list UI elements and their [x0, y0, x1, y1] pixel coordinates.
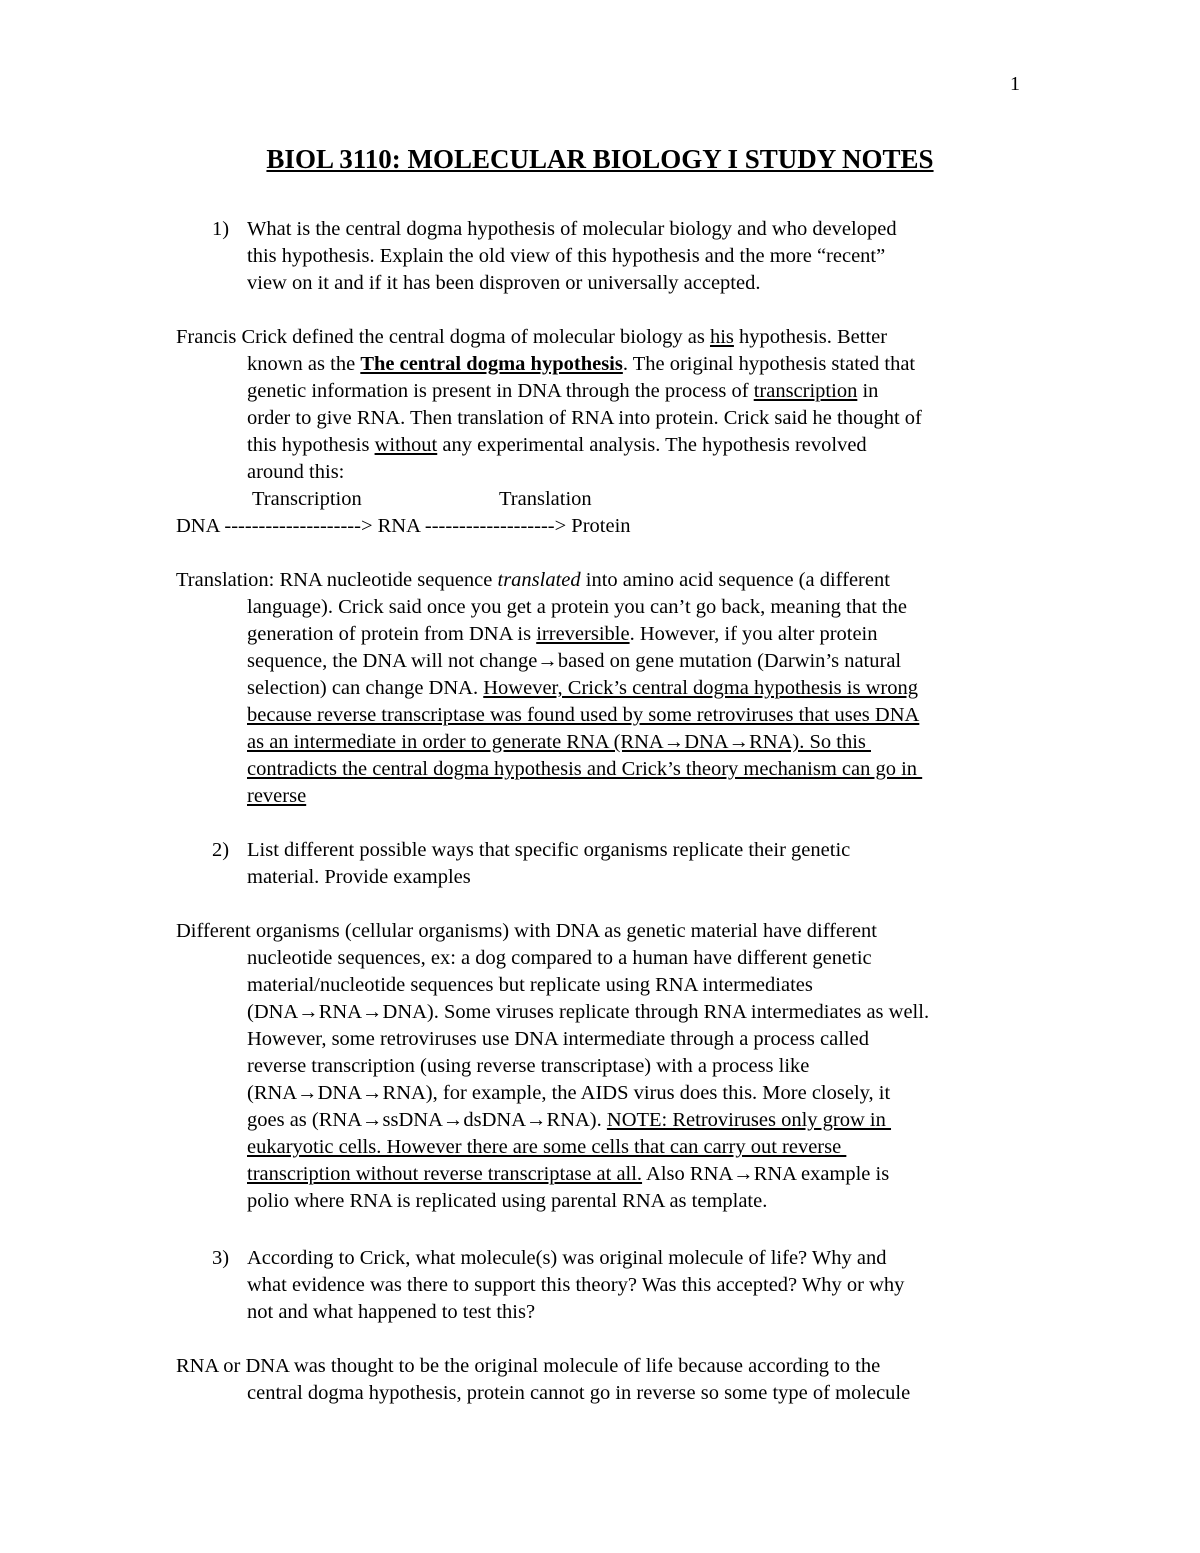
answer-2-line-4: (DNA→RNA→DNA). Some viruses replicate through RNA intermediates as well.: [247, 1001, 930, 1023]
translation-line-1: Translation: RNA nucleotide sequence translated into amino acid sequence (a different: [176, 569, 890, 591]
page-number: 1: [1010, 73, 1020, 95]
translation-line-3: generation of protein from DNA is irreversible. However, if you alter protein: [247, 623, 878, 645]
answer-3-line-1: RNA or DNA was thought to be the original molecule of life because according to the: [176, 1355, 881, 1377]
translation-line-4: sequence, the DNA will not change→based on gene mutation (Darwin’s natural: [247, 650, 902, 672]
answer-2-line-1: Different organisms (cellular organisms) with DNA as genetic material have different: [176, 920, 877, 942]
answer-2-line-5: However, some retroviruses use DNA intermediate through a process called: [247, 1028, 869, 1050]
question-3-number: 3): [212, 1247, 230, 1269]
translation-line-6: because reverse transcriptase was found used by some retroviruses that uses DNA: [247, 704, 920, 726]
answer-1-line-3: genetic information is present in DNA through the process of transcription in: [247, 380, 879, 402]
question-3-line-2: what evidence was there to support this theory? Was this accepted? Why or why: [247, 1274, 905, 1296]
translation-line-9: reverse: [247, 785, 307, 807]
answer-2-line-10: transcription without reverse transcriptase at all. Also RNA→RNA example is: [247, 1163, 890, 1185]
translation-line-2: language). Crick said once you get a protein you can’t go back, meaning that the: [247, 596, 907, 618]
answer-2-line-11: polio where RNA is replicated using parental RNA as template.: [247, 1190, 768, 1212]
label-transcription: Transcription: [252, 488, 362, 510]
answer-2-line-8: goes as (RNA→ssDNA→dsDNA→RNA). NOTE: Retroviruses only grow in: [247, 1109, 892, 1131]
question-2-line-2: material. Provide examples: [247, 866, 471, 888]
translation-line-5: selection) can change DNA. However, Crick’s central dogma hypothesis is wrong: [247, 677, 918, 699]
question-3-line-1: According to Crick, what molecule(s) was original molecule of life? Why and: [247, 1247, 887, 1269]
answer-2-line-9: eukaryotic cells. However there are some cells that can carry out reverse: [247, 1136, 847, 1158]
question-1-line-2: this hypothesis. Explain the old view of this hypothesis and the more “recent”: [247, 245, 886, 267]
question-2-number: 2): [212, 839, 230, 861]
answer-2-line-6: reverse transcription (using reverse transcriptase) with a process like: [247, 1055, 810, 1077]
answer-1-line-6: around this:: [247, 461, 345, 483]
answer-1-line-5: this hypothesis without any experimental analysis. The hypothesis revolved: [247, 434, 867, 456]
question-3-line-3: not and what happened to test this?: [247, 1301, 536, 1323]
answer-3-line-2: central dogma hypothesis, protein cannot go in reverse so some type of molecule: [247, 1382, 911, 1404]
question-1-line-3: view on it and if it has been disproven or universally accepted.: [247, 272, 761, 294]
question-2-line-1: List different possible ways that specific organisms replicate their genetic: [247, 839, 851, 861]
document-title: BIOL 3110: MOLECULAR BIOLOGY I STUDY NOTES: [266, 144, 934, 174]
dogma-flow: DNA --------------------> RNA -------------------> Protein: [176, 515, 631, 537]
question-1-number: 1): [212, 218, 230, 240]
label-translation: Translation: [499, 488, 592, 510]
answer-1-line-1: Francis Crick defined the central dogma of molecular biology as his hypothesis. Better: [176, 326, 888, 348]
answer-2-line-3: material/nucleotide sequences but replicate using RNA intermediates: [247, 974, 813, 996]
translation-line-8: contradicts the central dogma hypothesis and Crick’s theory mechanism can go in: [247, 758, 923, 780]
answer-1-line-2: known as the The central dogma hypothesis. The original hypothesis stated that: [247, 353, 916, 375]
answer-2-line-7: (RNA→DNA→RNA), for example, the AIDS virus does this. More closely, it: [247, 1082, 891, 1104]
answer-1-line-4: order to give RNA. Then translation of RNA into protein. Crick said he thought of: [247, 407, 922, 429]
question-1-line-1: What is the central dogma hypothesis of molecular biology and who developed: [247, 218, 897, 240]
translation-line-7: as an intermediate in order to generate RNA (RNA→DNA→RNA). So this: [247, 731, 871, 753]
answer-2-line-2: nucleotide sequences, ex: a dog compared to a human have different genetic: [247, 947, 872, 969]
